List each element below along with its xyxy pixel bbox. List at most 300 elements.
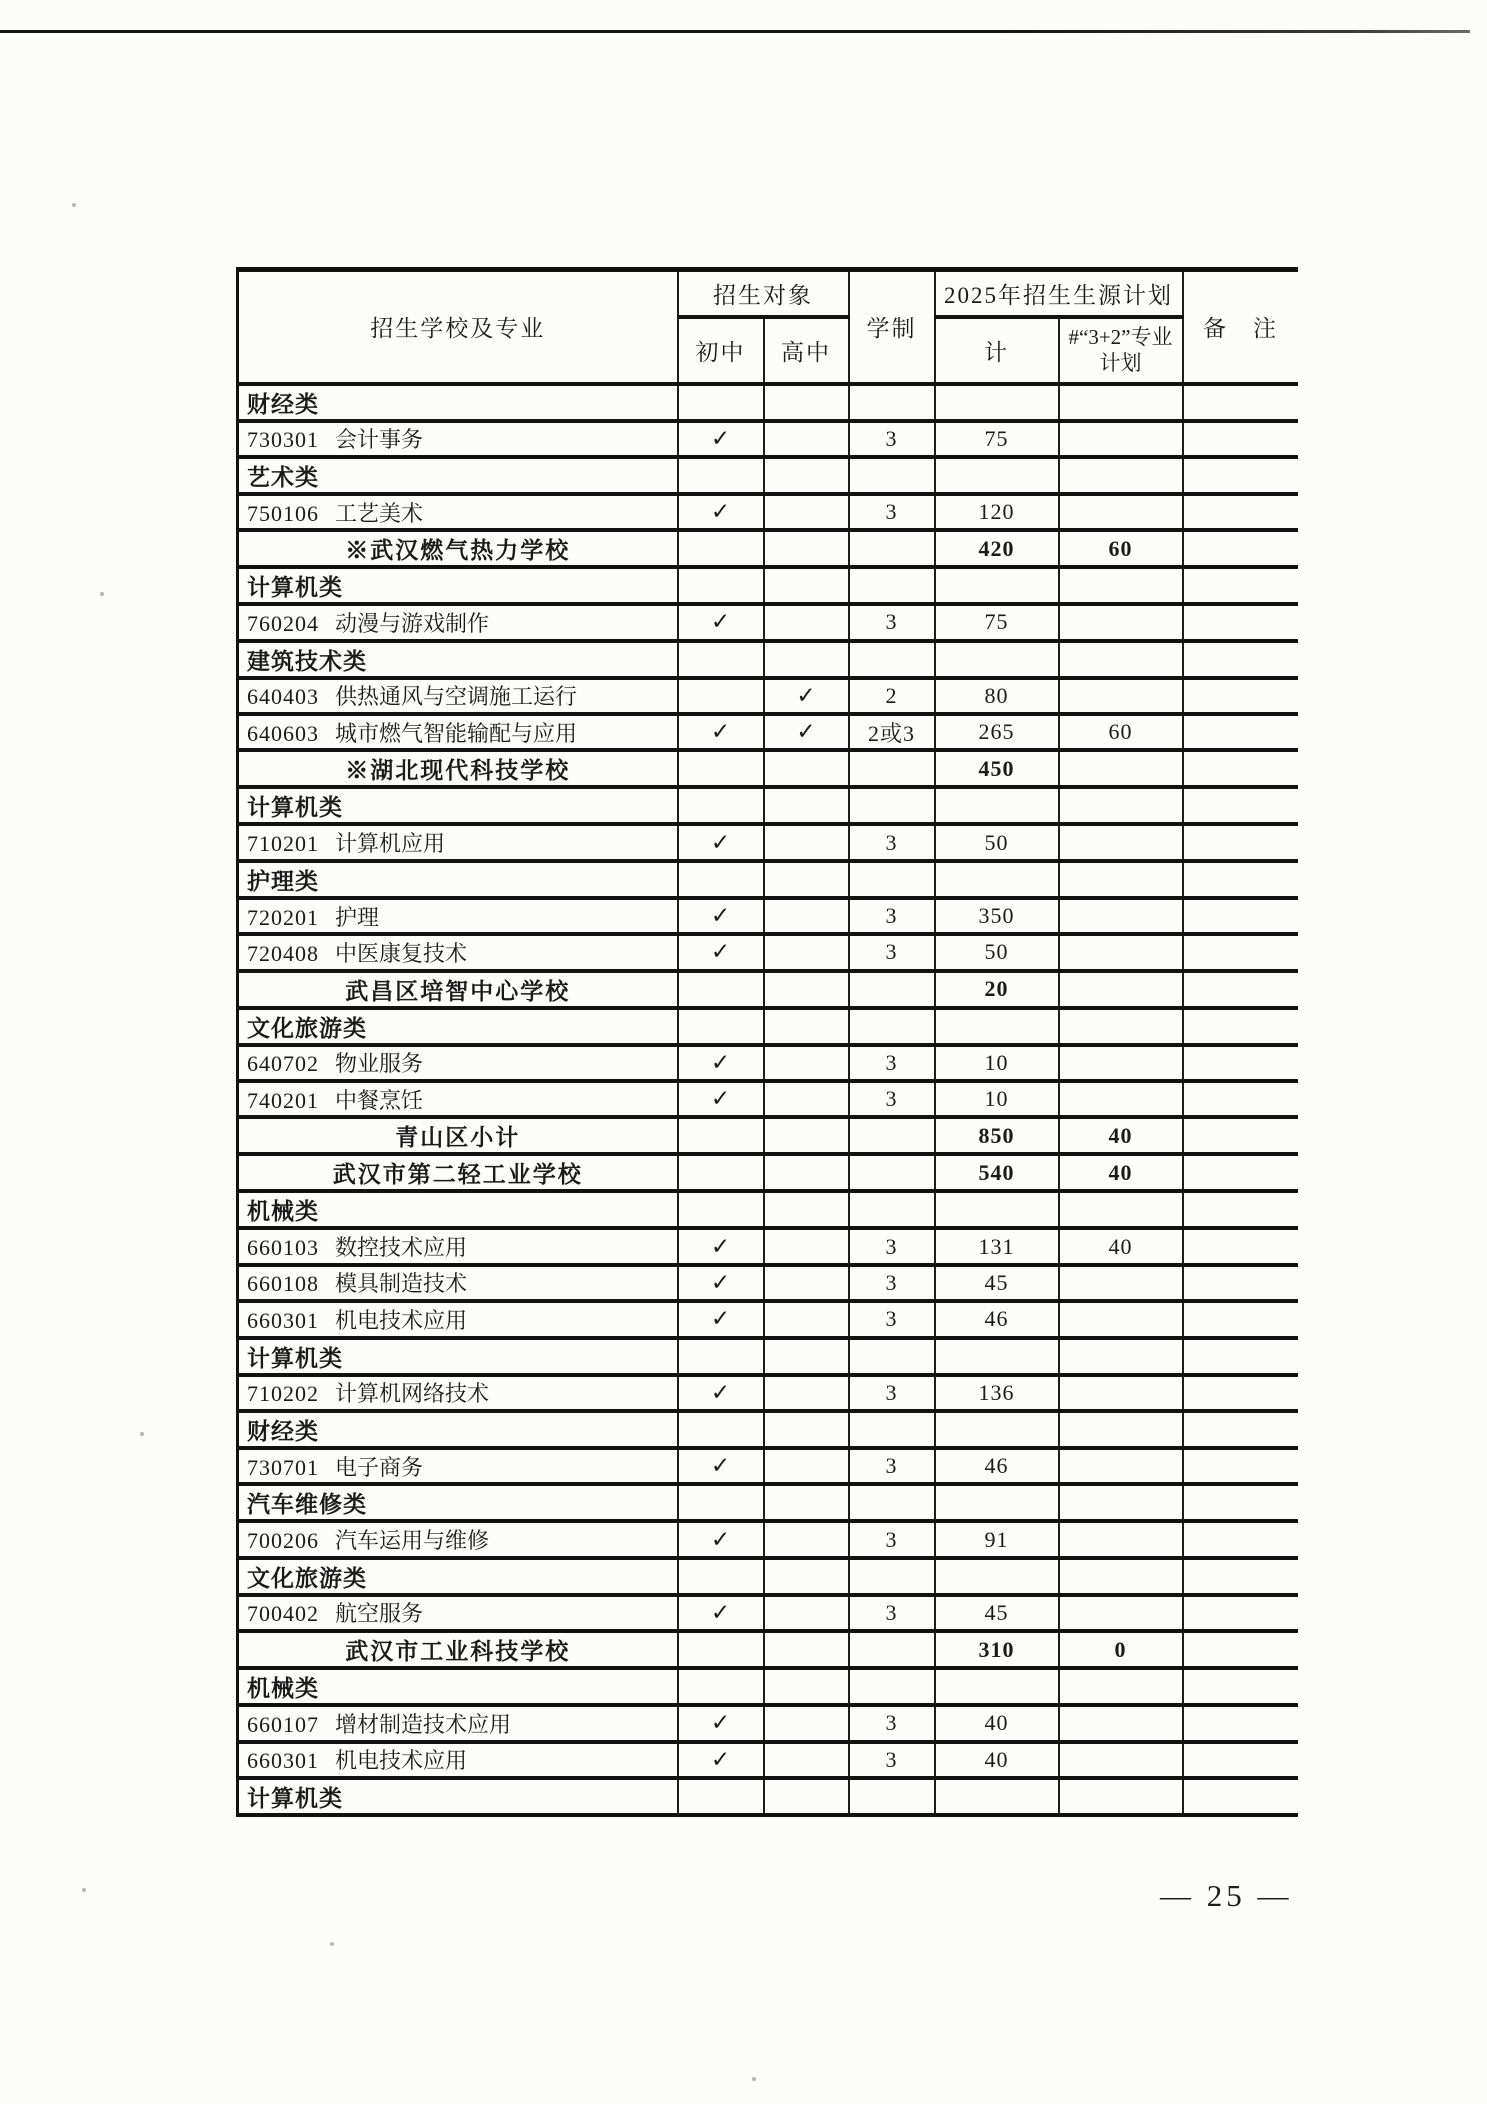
total-cell [935,1008,1059,1045]
plan32-cell [1059,1778,1183,1815]
total-cell: 850 [935,1117,1059,1154]
senior-check-cell [764,971,849,1008]
remark-cell [1183,1375,1298,1411]
plan32-cell [1059,1448,1183,1484]
program-code: 730301 [247,427,319,453]
program-name: 工艺美术 [335,500,424,526]
senior-check-cell [764,1117,849,1154]
duration-cell [849,1008,935,1045]
senior-check-cell [764,934,849,970]
category-cell: 文化旅游类 [238,1008,678,1045]
plan32-cell [1059,567,1183,604]
plan32-cell [1059,494,1183,530]
plan32-cell [1059,861,1183,898]
remark-cell [1183,384,1298,421]
total-cell [935,1338,1059,1375]
junior-check-cell: ✓ [678,1448,764,1484]
program-code: 640403 [247,684,319,710]
school-row [238,750,1298,787]
total-cell: 540 [935,1154,1059,1191]
total-cell: 450 [935,750,1059,787]
senior-check-cell [764,421,849,457]
plan32-cell [1059,898,1183,934]
total-cell: 91 [935,1521,1059,1557]
total-cell [935,384,1059,421]
senior-check-cell [764,1484,849,1521]
duration-cell [849,641,935,678]
total-cell: 75 [935,604,1059,640]
plan32-cell [1059,1521,1183,1557]
senior-check-cell [764,1705,849,1741]
category-cell: 护理类 [238,861,678,898]
program-row [238,714,1298,750]
duration-cell [849,1778,935,1815]
duration-cell: 3 [849,494,935,530]
program-cell [238,934,678,970]
program-cell [238,604,678,640]
senior-check-cell [764,1595,849,1631]
junior-check-cell [678,1778,764,1815]
category-row [238,641,1298,678]
junior-check-cell: ✓ [678,824,764,860]
duration-cell [849,861,935,898]
junior-check-cell [678,678,764,714]
program-name: 会计事务 [335,427,424,453]
senior-check-cell [764,1008,849,1045]
junior-check-cell [678,1631,764,1668]
program-row [238,1448,1298,1484]
header-plan-2025: 2025年招生生源计划 [935,270,1183,317]
total-cell [935,1778,1059,1815]
total-cell: 420 [935,530,1059,567]
junior-check-cell: ✓ [678,714,764,750]
senior-check-cell [764,1228,849,1264]
junior-check-cell [678,457,764,494]
senior-check-cell [764,1265,849,1301]
junior-check-cell: ✓ [678,1265,764,1301]
plan32-cell [1059,1558,1183,1595]
junior-check-cell: ✓ [678,1521,764,1557]
plan32-cell [1059,750,1183,787]
duration-cell: 3 [849,824,935,860]
plan32-cell [1059,1265,1183,1301]
plan32-cell: 40 [1059,1228,1183,1264]
program-row [238,604,1298,640]
program-code: 700402 [247,1601,319,1627]
total-cell [935,861,1059,898]
category-cell: 机械类 [238,1191,678,1228]
school-cell: 武汉市第二轻工业学校 [238,1154,678,1191]
category-cell: 机械类 [238,1668,678,1705]
plan32-cell [1059,1338,1183,1375]
program-code: 710202 [247,1381,319,1407]
duration-cell [849,1411,935,1448]
program-row [238,1265,1298,1301]
program-row [238,494,1298,530]
senior-check-cell [764,1448,849,1484]
junior-check-cell: ✓ [678,1081,764,1117]
junior-check-cell [678,530,764,567]
program-name: 护理 [335,904,380,930]
plan32-cell [1059,678,1183,714]
header-3plus2-line1: #“3+2”专业 [1068,324,1173,349]
junior-check-cell: ✓ [678,934,764,970]
header-school-and-major: 招生学校及专业 [238,270,678,384]
junior-check-cell: ✓ [678,1228,764,1264]
program-code: 660108 [247,1271,319,1297]
program-name: 机电技术应用 [335,1748,468,1774]
scan-speck [100,592,104,596]
program-cell [238,1045,678,1081]
senior-check-cell [764,787,849,824]
school-cell: ※湖北现代科技学校 [238,750,678,787]
total-cell [935,1411,1059,1448]
junior-check-cell [678,750,764,787]
plan32-cell [1059,1668,1183,1705]
remark-cell [1183,971,1298,1008]
category-cell: 艺术类 [238,457,678,494]
remark-cell [1183,1081,1298,1117]
program-cell [238,1265,678,1301]
program-code: 660301 [247,1748,319,1774]
remark-cell [1183,1411,1298,1448]
plan32-cell: 0 [1059,1631,1183,1668]
total-cell: 46 [935,1448,1059,1484]
remark-cell [1183,861,1298,898]
program-row [238,1375,1298,1411]
category-row [238,1778,1298,1815]
program-name: 动漫与游戏制作 [335,610,490,636]
duration-cell: 3 [849,898,935,934]
scan-artifact-line [0,30,1470,33]
plan32-cell [1059,457,1183,494]
junior-check-cell [678,1338,764,1375]
duration-cell: 3 [849,1265,935,1301]
remark-cell [1183,530,1298,567]
senior-check-cell [764,1631,849,1668]
remark-cell [1183,567,1298,604]
remark-cell [1183,1301,1298,1337]
senior-check-cell [764,1045,849,1081]
senior-check-cell [764,457,849,494]
program-name: 中医康复技术 [335,940,468,966]
remark-cell [1183,1008,1298,1045]
scan-speck [82,1888,86,1892]
total-cell [935,787,1059,824]
duration-cell: 3 [849,1448,935,1484]
duration-cell: 3 [849,421,935,457]
program-name: 汽车运用与维修 [335,1528,490,1554]
program-cell [238,1521,678,1557]
school-row [238,971,1298,1008]
total-cell: 45 [935,1265,1059,1301]
remark-cell [1183,934,1298,970]
remark-cell [1183,1448,1298,1484]
plan32-cell [1059,1045,1183,1081]
remark-cell [1183,457,1298,494]
plan32-cell [1059,604,1183,640]
program-row [238,1705,1298,1741]
category-row [238,1191,1298,1228]
total-cell: 131 [935,1228,1059,1264]
junior-check-cell [678,1411,764,1448]
remark-cell [1183,1742,1298,1778]
total-cell [935,567,1059,604]
remark-cell [1183,1117,1298,1154]
remark-cell [1183,787,1298,824]
total-cell: 45 [935,1595,1059,1631]
plan32-cell [1059,1301,1183,1337]
program-code: 700206 [247,1528,319,1554]
scan-speck [330,1942,334,1946]
remark-cell [1183,1191,1298,1228]
total-cell: 350 [935,898,1059,934]
plan32-cell [1059,421,1183,457]
total-cell: 40 [935,1742,1059,1778]
duration-cell: 3 [849,1742,935,1778]
total-cell: 46 [935,1301,1059,1337]
duration-cell: 3 [849,1375,935,1411]
school-cell: 青山区小计 [238,1117,678,1154]
total-cell: 120 [935,494,1059,530]
plan32-cell [1059,1411,1183,1448]
program-row [238,934,1298,970]
program-cell [238,494,678,530]
total-cell [935,1484,1059,1521]
program-name: 计算机网络技术 [335,1381,490,1407]
total-cell: 265 [935,714,1059,750]
category-row [238,457,1298,494]
junior-check-cell [678,1668,764,1705]
duration-cell [849,457,935,494]
junior-check-cell [678,1154,764,1191]
program-cell [238,1301,678,1337]
program-code: 710201 [247,831,319,857]
program-row [238,1045,1298,1081]
category-row [238,1411,1298,1448]
category-cell: 计算机类 [238,787,678,824]
senior-check-cell [764,1191,849,1228]
category-cell: 财经类 [238,384,678,421]
senior-check-cell [764,641,849,678]
junior-check-cell: ✓ [678,1742,764,1778]
junior-check-cell: ✓ [678,1375,764,1411]
duration-cell: 3 [849,1301,935,1337]
remark-cell [1183,1338,1298,1375]
junior-check-cell [678,1117,764,1154]
senior-check-cell [764,1558,849,1595]
table-body [238,384,1298,1815]
school-row [238,1631,1298,1668]
remark-cell [1183,1558,1298,1595]
program-cell [238,1081,678,1117]
category-row [238,1338,1298,1375]
junior-check-cell [678,861,764,898]
total-cell: 310 [935,1631,1059,1668]
category-row [238,787,1298,824]
duration-cell [849,750,935,787]
total-cell [935,641,1059,678]
header-duration: 学制 [849,270,935,384]
plan32-cell [1059,1081,1183,1117]
duration-cell [849,1191,935,1228]
header-3plus2-plan [1059,317,1183,384]
duration-cell [849,1117,935,1154]
duration-cell [849,1338,935,1375]
total-cell: 80 [935,678,1059,714]
program-cell [238,1705,678,1741]
table-header-row-1 [238,270,1298,317]
duration-cell: 3 [849,1081,935,1117]
remark-cell [1183,1045,1298,1081]
duration-cell: 2或3 [849,714,935,750]
remark-cell [1183,494,1298,530]
program-name: 电子商务 [335,1454,424,1480]
program-name: 物业服务 [335,1051,424,1077]
senior-check-cell [764,1301,849,1337]
senior-check-cell [764,1778,849,1815]
junior-check-cell [678,1558,764,1595]
scan-speck [140,1432,144,1436]
senior-check-cell [764,1338,849,1375]
total-cell: 136 [935,1375,1059,1411]
program-row [238,1228,1298,1264]
program-row [238,1081,1298,1117]
junior-check-cell [678,567,764,604]
program-code: 730701 [247,1454,319,1480]
page-number: — 25 — [1160,1878,1293,1913]
program-cell [238,898,678,934]
program-cell [238,824,678,860]
program-cell [238,714,678,750]
duration-cell: 2 [849,678,935,714]
junior-check-cell: ✓ [678,1045,764,1081]
duration-cell [849,1484,935,1521]
program-name: 城市燃气智能输配与应用 [335,720,578,746]
senior-check-cell [764,1521,849,1557]
category-row [238,1484,1298,1521]
senior-check-cell: ✓ [764,678,849,714]
program-code: 760204 [247,610,319,636]
school-cell: ※武汉燃气热力学校 [238,530,678,567]
duration-cell [849,1154,935,1191]
scan-speck [752,2077,756,2081]
senior-check-cell [764,824,849,860]
senior-check-cell [764,750,849,787]
remark-cell [1183,824,1298,860]
duration-cell [849,384,935,421]
program-row [238,421,1298,457]
remark-cell [1183,750,1298,787]
category-cell: 财经类 [238,1411,678,1448]
category-row [238,1558,1298,1595]
school-row [238,530,1298,567]
junior-check-cell [678,787,764,824]
category-row [238,861,1298,898]
program-code: 720408 [247,940,319,966]
total-cell: 10 [935,1081,1059,1117]
plan32-cell [1059,384,1183,421]
duration-cell: 3 [849,934,935,970]
total-cell [935,1191,1059,1228]
total-cell: 50 [935,934,1059,970]
senior-check-cell: ✓ [764,714,849,750]
remark-cell [1183,714,1298,750]
school-cell: 武汉市工业科技学校 [238,1631,678,1668]
category-cell: 计算机类 [238,1778,678,1815]
program-code: 640702 [247,1051,319,1077]
plan32-cell [1059,971,1183,1008]
plan32-cell [1059,787,1183,824]
duration-cell: 3 [849,1045,935,1081]
junior-check-cell [678,384,764,421]
duration-cell: 3 [849,1228,935,1264]
duration-cell: 3 [849,1595,935,1631]
remark-cell [1183,1521,1298,1557]
program-cell [238,1228,678,1264]
junior-check-cell: ✓ [678,604,764,640]
junior-check-cell [678,641,764,678]
duration-cell [849,530,935,567]
duration-cell [849,1668,935,1705]
remark-cell [1183,898,1298,934]
program-row [238,678,1298,714]
senior-check-cell [764,384,849,421]
junior-check-cell: ✓ [678,1705,764,1741]
program-name: 机电技术应用 [335,1307,468,1333]
category-cell: 建筑技术类 [238,641,678,678]
remark-cell [1183,421,1298,457]
program-name: 中餐烹饪 [335,1087,424,1113]
senior-check-cell [764,1411,849,1448]
remark-cell [1183,1228,1298,1264]
category-row [238,1008,1298,1045]
scan-speck [72,203,76,207]
program-row [238,1521,1298,1557]
senior-check-cell [764,898,849,934]
total-cell: 75 [935,421,1059,457]
total-cell: 20 [935,971,1059,1008]
junior-check-cell: ✓ [678,1301,764,1337]
program-row [238,898,1298,934]
school-cell: 武昌区培智中心学校 [238,971,678,1008]
program-row [238,1595,1298,1631]
header-senior-high: 高中 [764,317,849,384]
table-header [238,270,1298,384]
remark-cell [1183,641,1298,678]
header-total: 计 [935,317,1059,384]
plan32-cell [1059,641,1183,678]
junior-check-cell: ✓ [678,494,764,530]
header-target-group: 招生对象 [678,270,849,317]
plan32-cell [1059,934,1183,970]
junior-check-cell [678,1484,764,1521]
duration-cell [849,1558,935,1595]
senior-check-cell [764,567,849,604]
junior-check-cell: ✓ [678,421,764,457]
remark-cell [1183,604,1298,640]
plan32-cell [1059,1484,1183,1521]
category-cell: 计算机类 [238,1338,678,1375]
duration-cell: 3 [849,1521,935,1557]
plan32-cell [1059,1705,1183,1741]
total-cell [935,1558,1059,1595]
total-cell: 50 [935,824,1059,860]
plan32-cell [1059,1191,1183,1228]
remark-cell [1183,1595,1298,1631]
program-row [238,1301,1298,1337]
total-cell [935,457,1059,494]
